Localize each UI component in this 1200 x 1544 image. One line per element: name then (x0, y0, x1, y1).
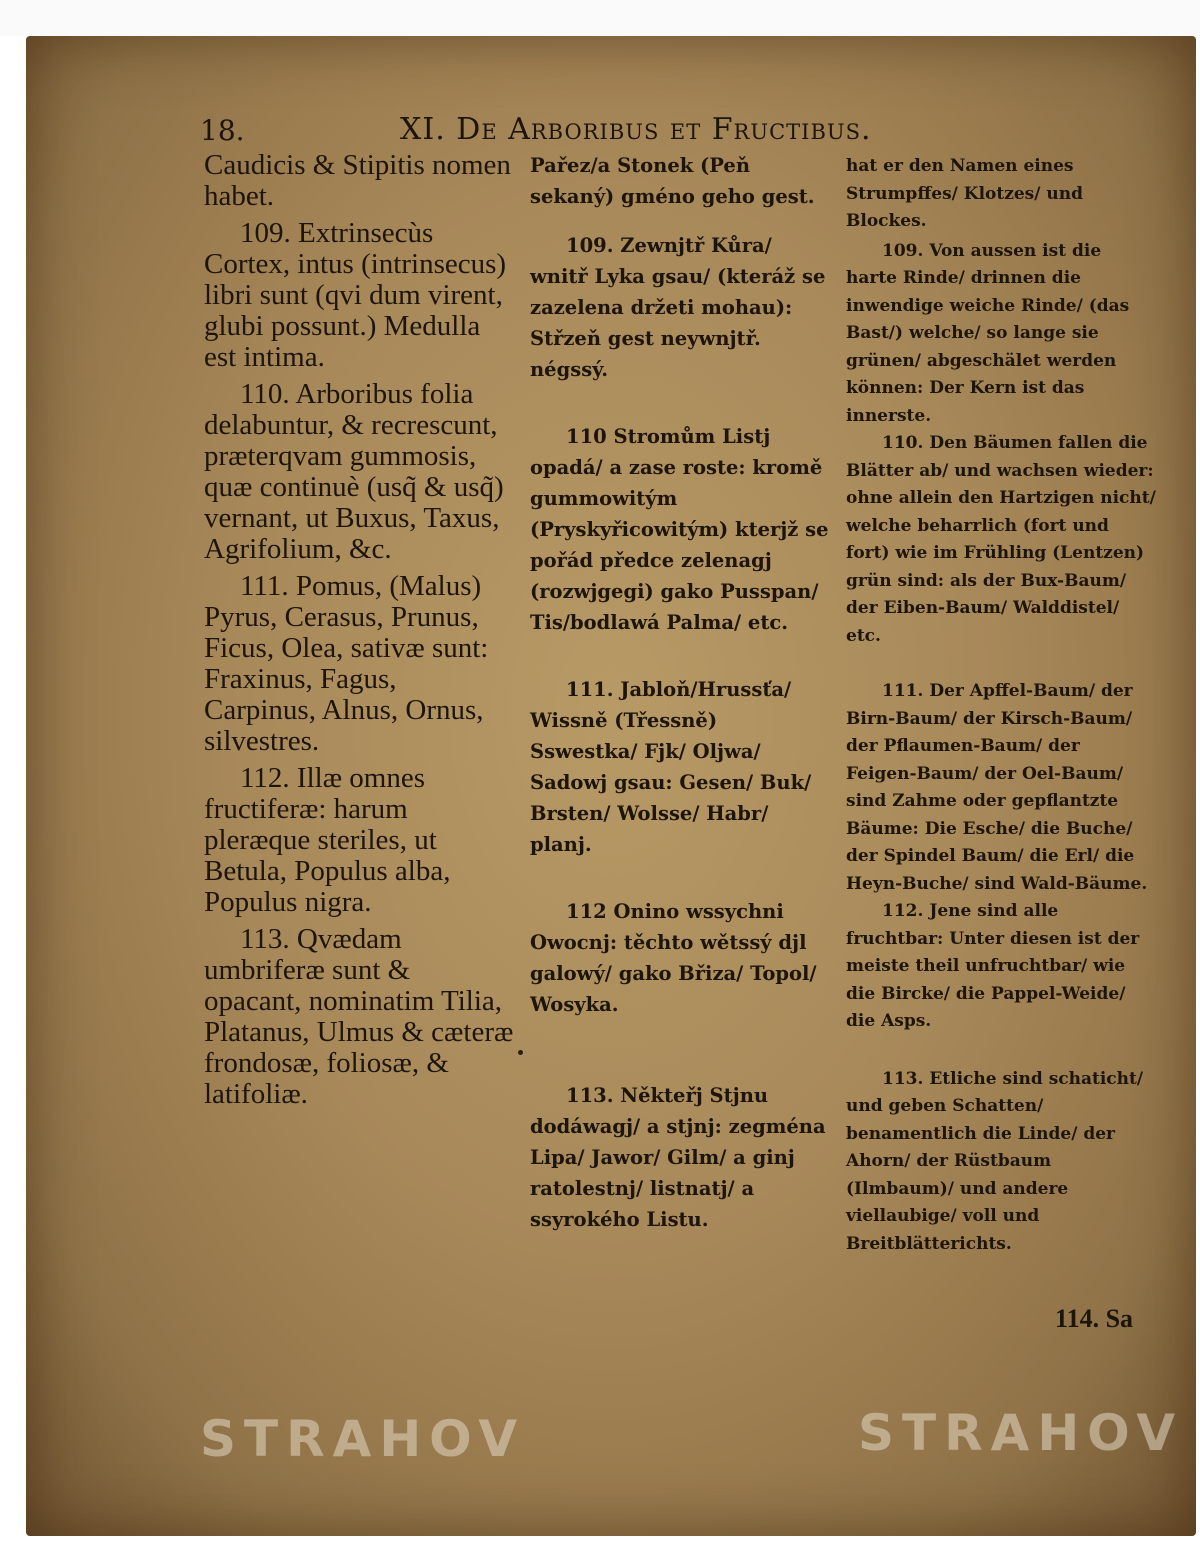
czech-paragraph: 112 Onino wssychni Owocnj: těchto wětssý djl galowý/ gako Břiza/ Topol/ Wosyka. (530, 900, 817, 1016)
german-paragraph: hat er den Namen eines Strumpffes/ Klotzes/ und Blockes. (846, 156, 1083, 231)
czech-paragraph: 110 Stromům Listj opadá/ a zase roste: kromě gummowitým (Pryskyřicowitým) kterjž se pořád předce zelenagj (rozwjgegi) gako Pusspan/ Tis/bodlawá Palma/ etc. (530, 425, 829, 634)
latin-paragraph: 113. Qvædam umbriferæ sunt & opacant, nominatim Tilia, Platanus, Ulmus & cæteræ frondosæ, foliosæ, & latifoliæ. (204, 923, 514, 1110)
latin-paragraph: 109. Extrinsecùs Cortex, intus (intrinsecus) libri sunt (qvi dum virent, glubi possunt.) Medulla est intima. (204, 217, 507, 373)
german-paragraph: 112. Jene sind alle fruchtbar: Unter diesen ist der meiste theil unfruchtbar/ wie die Bircke/ die Pappel-Weide/ die Asps. (846, 901, 1140, 1031)
latin-paragraph: 111. Pomus, (Malus) Pyrus, Cerasus, Prunus, Ficus, Olea, sativæ sunt: Fraxinus, Fagus, Carpinus, Alnus, Ornus, silvestres. (204, 570, 489, 757)
scan-background (0, 0, 1200, 36)
page-header (200, 108, 960, 152)
page-title: XI. De Arboribus et Fructibus. (400, 112, 872, 147)
library-stamp-watermark: STRAHOV (858, 1404, 1184, 1462)
german-column (846, 153, 1156, 1258)
czech-column (530, 150, 830, 1235)
ink-speck (518, 1050, 523, 1055)
czech-paragraph: 109. Zewnjtř Kůra/ wnitř Lyka gsau/ (kteráž se zazelena držeti mohau): Střzeň gest neywnjtř. négssý. (530, 234, 826, 381)
german-paragraph: 110. Den Bäumen fallen die Blätter ab/ und wachsen wieder: ohne allein den Hartzigen nicht/ welche beharrlich (fort und fort) wie im Frühling (Lentzen) grün sind: als der Bux-Baum/ der Eiben-Baum/ Walddistel/ etc. (846, 433, 1156, 646)
page-number: 18. (200, 114, 245, 147)
latin-column (204, 150, 514, 1111)
latin-paragraph: Caudicis & Stipitis nomen habet. (204, 149, 511, 212)
czech-paragraph: Pařez/a Stonek (Peň sekaný) gméno geho gest. (530, 154, 815, 208)
catchword: 114. Sa (1055, 1304, 1134, 1333)
czech-paragraph: 111. Jabloň/Hrussťa/ Wissně (Třessně) Sswestka/ Fjk/ Oljwa/ Sadowj gsau: Gesen/ Buk/ Brsten/ Wolsse/ Habr/ planj. (530, 678, 812, 856)
library-stamp-watermark: STRAHOV (200, 1410, 526, 1468)
latin-paragraph: 110. Arboribus folia delabuntur, & recrescunt, præterqvam gummosis, quæ continuè (usq̃ & usq̃) vernant, ut Buxus, Taxus, Agrifolium, &c. (204, 378, 504, 565)
czech-paragraph: 113. Někteřj Stjnu dodáwagj/ a stjnj: zegména Lipa/ Jawor/ Gilm/ a ginj ratolestnj/ listnatj/ a ssyrokého Listu. (530, 1084, 826, 1231)
german-paragraph: 109. Von aussen ist die harte Rinde/ drinnen die inwendige weiche Rinde/ (das Bast/) welche/ so lange sie grünen/ abgeschälet werden können: Der Kern ist das innerste. (846, 240, 1130, 426)
latin-paragraph: 112. Illæ omnes fructiferæ: harum pleræque steriles, ut Betula, Populus alba, Populus nigra. (204, 762, 451, 918)
german-paragraph: 113. Etliche sind schaticht/ und geben Schatten/ benamentlich die Linde/ der Ahorn/ der Rüstbaum (Ilmbaum)/ und andere viellaubige/ voll und Breitblätterichts. (846, 1068, 1144, 1254)
german-paragraph: 111. Der Apffel-Baum/ der Birn-Baum/ der Kirsch-Baum/ der Pflaumen-Baum/ der Feigen-Baum/ der Oel-Baum/ sind Zahme oder gepflantzte Bäume: Die Esche/ die Buche/ der Spindel Baum/ die Erl/ die Heyn-Buche/ sind Wald-Bäume. (846, 681, 1148, 894)
